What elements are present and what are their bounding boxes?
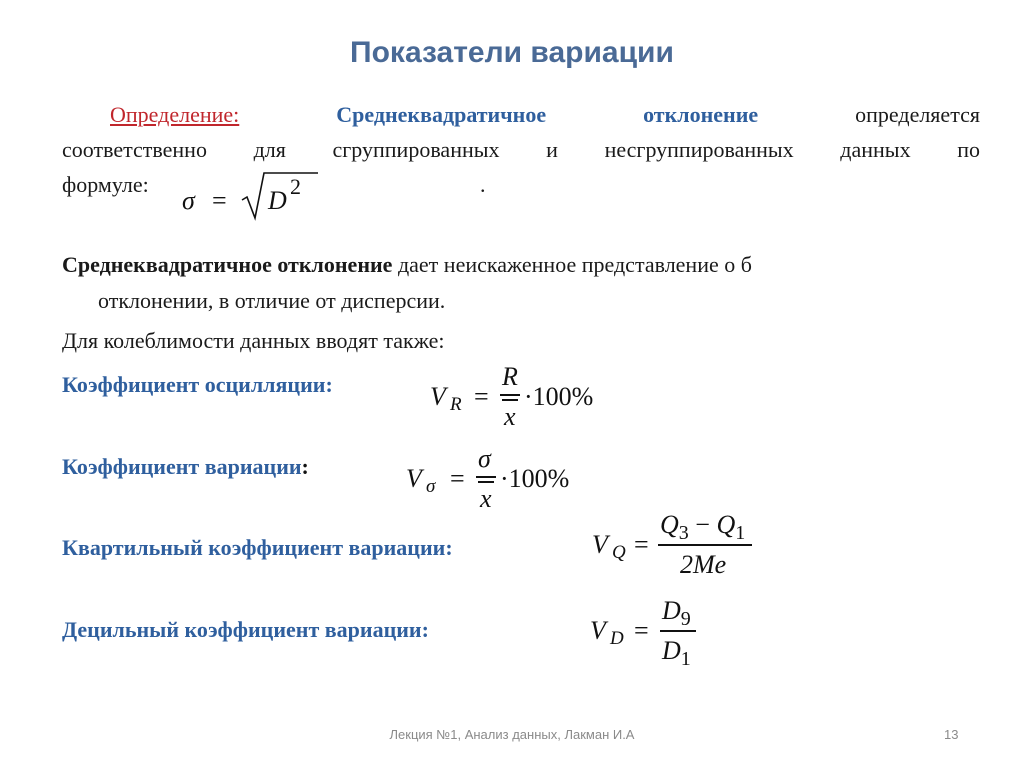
fraction-bar: [476, 476, 496, 478]
equals-sign: =: [634, 530, 649, 559]
equals-sign: =: [212, 186, 227, 215]
d9-symbol: D: [662, 596, 681, 625]
variation-formula: [406, 444, 596, 516]
denominator: [662, 636, 691, 670]
definition-line-1: [62, 98, 980, 132]
mean-bar: [502, 399, 518, 401]
definition-term-1: Среднеквадратичное: [336, 102, 547, 127]
variation-label-colon: :: [301, 454, 309, 479]
fraction-bar: [500, 394, 520, 396]
variance-variable: D: [268, 186, 287, 215]
sentence-line-1: [62, 252, 992, 278]
v-subscript: σ: [426, 476, 436, 497]
times-hundred-percent: ·100%: [524, 382, 594, 411]
numerator: [660, 510, 746, 544]
denominator: x: [480, 484, 492, 513]
q1-symbol: Q: [716, 510, 736, 539]
fraction-bar: [660, 630, 696, 632]
v-symbol: V: [406, 464, 422, 493]
page-number: 13: [944, 727, 959, 742]
decile-label: Децильный коэффициент вариации:: [62, 617, 429, 642]
v-subscript: Q: [612, 542, 626, 563]
definition-word-3: определяется: [855, 102, 980, 127]
oscillation-formula: [430, 362, 620, 434]
equals-sign: =: [474, 382, 489, 411]
slide-title: Показатели вариации: [350, 36, 674, 69]
minus-sign: −: [688, 510, 717, 539]
quartile-label: Квартильный коэффициент вариации:: [62, 535, 453, 560]
definition-line-3: формуле:: [62, 172, 149, 197]
variation-label-text: Коэффициент вариации: [62, 454, 302, 479]
definition-term-2: отклонение: [643, 102, 759, 127]
times-hundred-percent: ·100%: [500, 464, 570, 493]
sigma-symbol: σ: [182, 186, 195, 215]
sentence-line-2: отклонении, в отличие от дисперсии.: [98, 288, 446, 313]
v-subscript: D: [610, 628, 624, 649]
definition-trailing-dot: .: [480, 172, 486, 197]
numerator: [662, 596, 691, 630]
d9-subscript: 9: [680, 608, 691, 630]
fraction-bar: [658, 544, 752, 546]
definition-line-2: соответственно для сгруппированных и несгруппированных данных по: [62, 137, 980, 162]
definition-label: Определение:: [110, 102, 240, 127]
sentence-bold: Среднеквадратичное отклонение: [62, 252, 393, 277]
intro-text: Для колеблимости данных вводят также:: [62, 328, 445, 353]
oscillation-label: Коэффициент осцилляции:: [62, 372, 333, 397]
variation-label: [62, 454, 309, 480]
denominator: 2Me: [680, 550, 727, 579]
decile-formula: [590, 594, 720, 674]
v-subscript: R: [450, 394, 462, 415]
d1-symbol: D: [662, 636, 681, 665]
v-symbol: V: [592, 530, 608, 559]
v-symbol: V: [430, 382, 446, 411]
footer-text: Лекция №1, Анализ данных, Лакман И.А: [389, 727, 635, 742]
numerator: σ: [478, 444, 491, 473]
quartile-formula: [592, 508, 762, 584]
denominator: x: [504, 402, 516, 431]
equals-sign: =: [450, 464, 465, 493]
q3-subscript: 3: [678, 522, 689, 544]
d1-subscript: 1: [680, 648, 691, 670]
mean-bar: [478, 481, 494, 483]
variance-exponent: 2: [290, 174, 301, 199]
sentence-rest: дает неискаженное представление о б: [392, 252, 752, 277]
numerator: R: [502, 362, 518, 391]
v-symbol: V: [590, 616, 606, 645]
sigma-formula: [182, 168, 322, 224]
q3-symbol: Q: [660, 510, 679, 539]
q1-subscript: 1: [735, 522, 746, 544]
equals-sign: =: [634, 616, 649, 645]
